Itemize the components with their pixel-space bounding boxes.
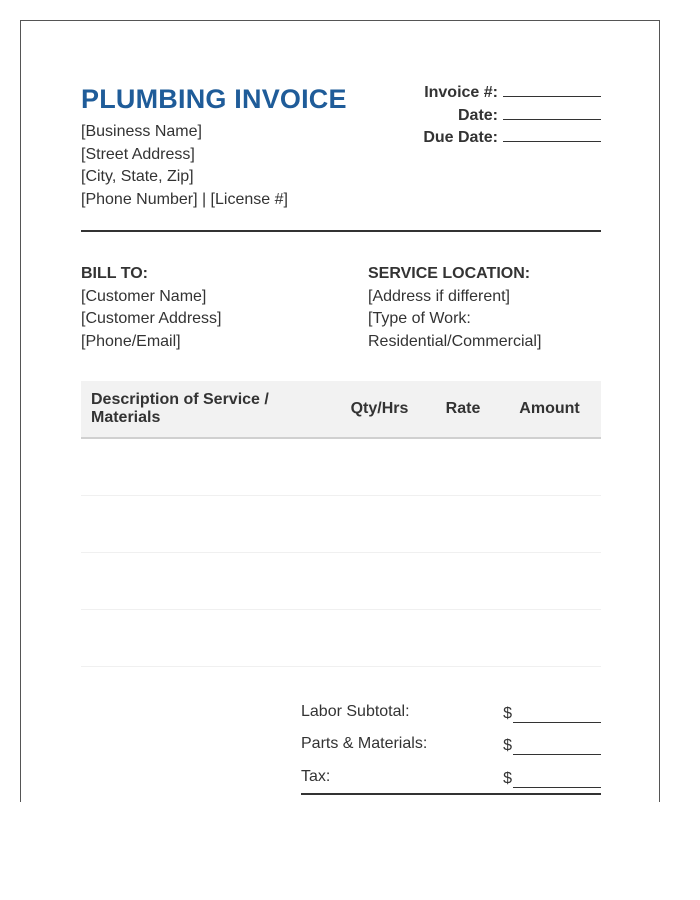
work-type-line-1: [Type of Work:	[368, 310, 471, 327]
business-name: [Business Name]	[81, 123, 202, 140]
table-header	[81, 381, 601, 439]
column-rate: Rate	[445, 400, 481, 417]
business-street: [Street Address]	[81, 145, 195, 163]
bill-to-heading: BILL TO:	[81, 265, 148, 282]
service-address: [Address if different]	[368, 287, 510, 305]
column-description: Description of Service / Materials	[91, 391, 269, 426]
labor-subtotal-row	[301, 690, 601, 723]
services-table	[81, 381, 601, 667]
customer-name: [Customer Name]	[81, 287, 207, 305]
parts-materials-field[interactable]	[513, 739, 601, 755]
date-field[interactable]	[503, 105, 601, 120]
totals-divider	[301, 793, 601, 795]
tax-label: Tax:	[301, 767, 331, 785]
due-date-field[interactable]	[503, 127, 601, 142]
business-info	[81, 121, 288, 211]
business-city: [City, State, Zip]	[81, 168, 194, 185]
labor-subtotal-field[interactable]	[513, 707, 601, 723]
invoice-number-label: Invoice #:	[424, 84, 498, 101]
table-row[interactable]	[81, 610, 601, 667]
table-row[interactable]	[81, 496, 601, 553]
tax-value	[503, 770, 601, 788]
business-phone-license: [Phone Number] | [License #]	[81, 190, 288, 208]
column-qty: Qty/Hrs	[350, 400, 409, 417]
service-location-section	[368, 263, 541, 353]
tax-field[interactable]	[513, 772, 601, 788]
date-label: Date:	[457, 106, 498, 124]
parts-materials-row	[301, 723, 601, 756]
labor-subtotal-value	[503, 705, 601, 723]
service-location-heading: SERVICE LOCATION:	[368, 265, 531, 282]
bill-to-section	[81, 263, 222, 353]
labor-subtotal-label: Labor Subtotal:	[301, 702, 410, 720]
due-date-row	[423, 127, 601, 150]
customer-address: [Customer Address]	[81, 310, 222, 327]
currency-symbol: $	[503, 769, 512, 787]
date-row	[423, 105, 601, 128]
header-divider	[81, 230, 601, 232]
invoice-title: PLUMBING INVOICE	[81, 84, 347, 114]
currency-symbol: $	[503, 737, 512, 754]
customer-contact: [Phone/Email]	[81, 332, 181, 350]
table-row[interactable]	[81, 553, 601, 610]
invoice-meta	[423, 82, 601, 150]
invoice-number-row	[423, 82, 601, 105]
work-type-line-2: Residential/Commercial]	[368, 332, 542, 350]
due-date-label: Due Date:	[423, 129, 498, 146]
invoice-number-field[interactable]	[503, 82, 601, 97]
parts-materials-value	[503, 737, 601, 755]
currency-symbol: $	[503, 704, 512, 722]
tax-row	[301, 755, 601, 788]
parts-materials-label: Parts & Materials:	[301, 735, 428, 752]
table-row[interactable]	[81, 439, 601, 496]
column-amount: Amount	[519, 400, 580, 417]
totals-section	[301, 690, 601, 788]
